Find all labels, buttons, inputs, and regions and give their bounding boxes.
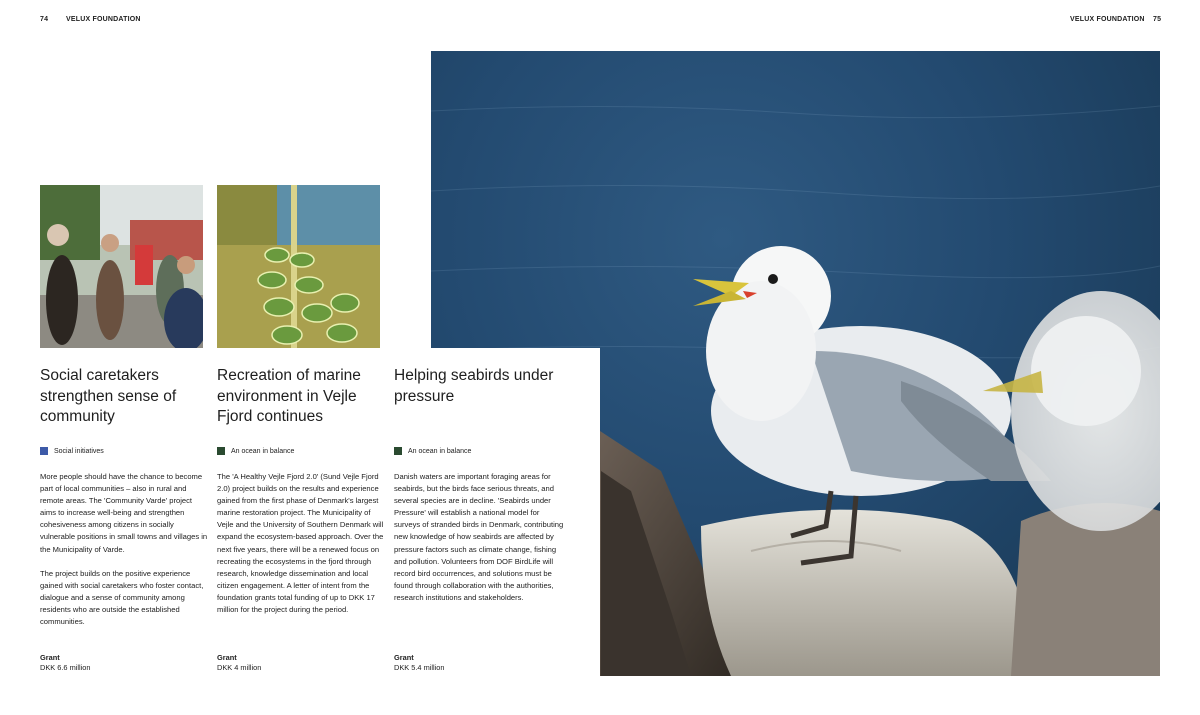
category-tag xyxy=(40,446,210,456)
article-body xyxy=(394,471,564,653)
grant-amount: DKK 6.6 million xyxy=(40,663,91,672)
category-square-icon xyxy=(40,447,48,455)
grant-label: Grant xyxy=(217,653,237,662)
article-body xyxy=(217,471,387,653)
grant-amount: DKK 4 million xyxy=(217,663,262,672)
category-square-icon xyxy=(394,447,402,455)
article-social-caretakers xyxy=(40,366,210,673)
right-running-header: VELUX FOUNDATION xyxy=(1070,16,1145,23)
article-body xyxy=(40,471,210,653)
category-tag xyxy=(394,446,564,456)
category-label: An ocean in balance xyxy=(231,447,295,455)
social-caretakers-photo xyxy=(40,185,203,348)
article-seabirds xyxy=(394,366,564,673)
article-paragraph: The 'A Healthy Vejle Fjord 2.0' (Sund Vejle Fjord 2.0) project builds on the results and experience gained from the first phase of Denmark's largest marine restoration project. The Municipality of Vejle and the University of Southern Denmark will expand the ecosystem-based approach. Over the next five years, there will be a renewed focus on recreating the ecosystems in the fjord through research, knowledge dissemination and local citizen engagement. A letter of intent from the foundation grants total funding of up to DKK 17 million for the project during the period. xyxy=(217,472,384,615)
category-tag xyxy=(217,446,387,456)
article-paragraph: The project builds on the positive experience gained with social caretakers who foster contact, dialogue and a sense of community among residents who are outside the established communities. xyxy=(40,568,204,627)
grant-label: Grant xyxy=(40,653,60,662)
article-title: Recreation of marine environment in Vejle Fjord continues xyxy=(217,367,361,425)
article-paragraph: More people should have the chance to become part of local communities – also in rural and remote areas. The 'Community Varde' project aims to increase well-being and strengthen cohesiveness among citizens in socially vulnerable positions in small towns and villages in the Municipality of Varde. xyxy=(40,472,208,554)
grant-amount: DKK 5.4 million xyxy=(394,663,445,672)
left-running-header: VELUX FOUNDATION xyxy=(66,16,141,23)
category-label: An ocean in balance xyxy=(408,447,472,455)
article-title: Helping seabirds under pressure xyxy=(394,367,554,405)
category-label: Social initiatives xyxy=(54,447,104,455)
vejle-fjord-eelgrass-photo xyxy=(217,185,380,348)
article-vejle-fjord xyxy=(217,366,387,673)
grant-label: Grant xyxy=(394,653,414,662)
right-page-number: 75 xyxy=(1153,16,1162,23)
article-paragraph: Danish waters are important foraging areas for seabirds, but the birds face serious threats, and several species are in decline. 'Seabirds under Pressure' will establish a national model for surveys of stranded birds in Denmark, contributing new knowledge of how seabirds are affected by pressure factors such as climate change, fishing and pollution. Volunteers from DOF BirdLife will record bird occurrences, and solutions must be found through collaboration with the authorities, research institutions and stakeholders. xyxy=(394,472,564,602)
category-square-icon xyxy=(217,447,225,455)
left-page-number: 74 xyxy=(40,16,49,23)
article-title: Social caretakers strengthen sense of community xyxy=(40,367,177,425)
